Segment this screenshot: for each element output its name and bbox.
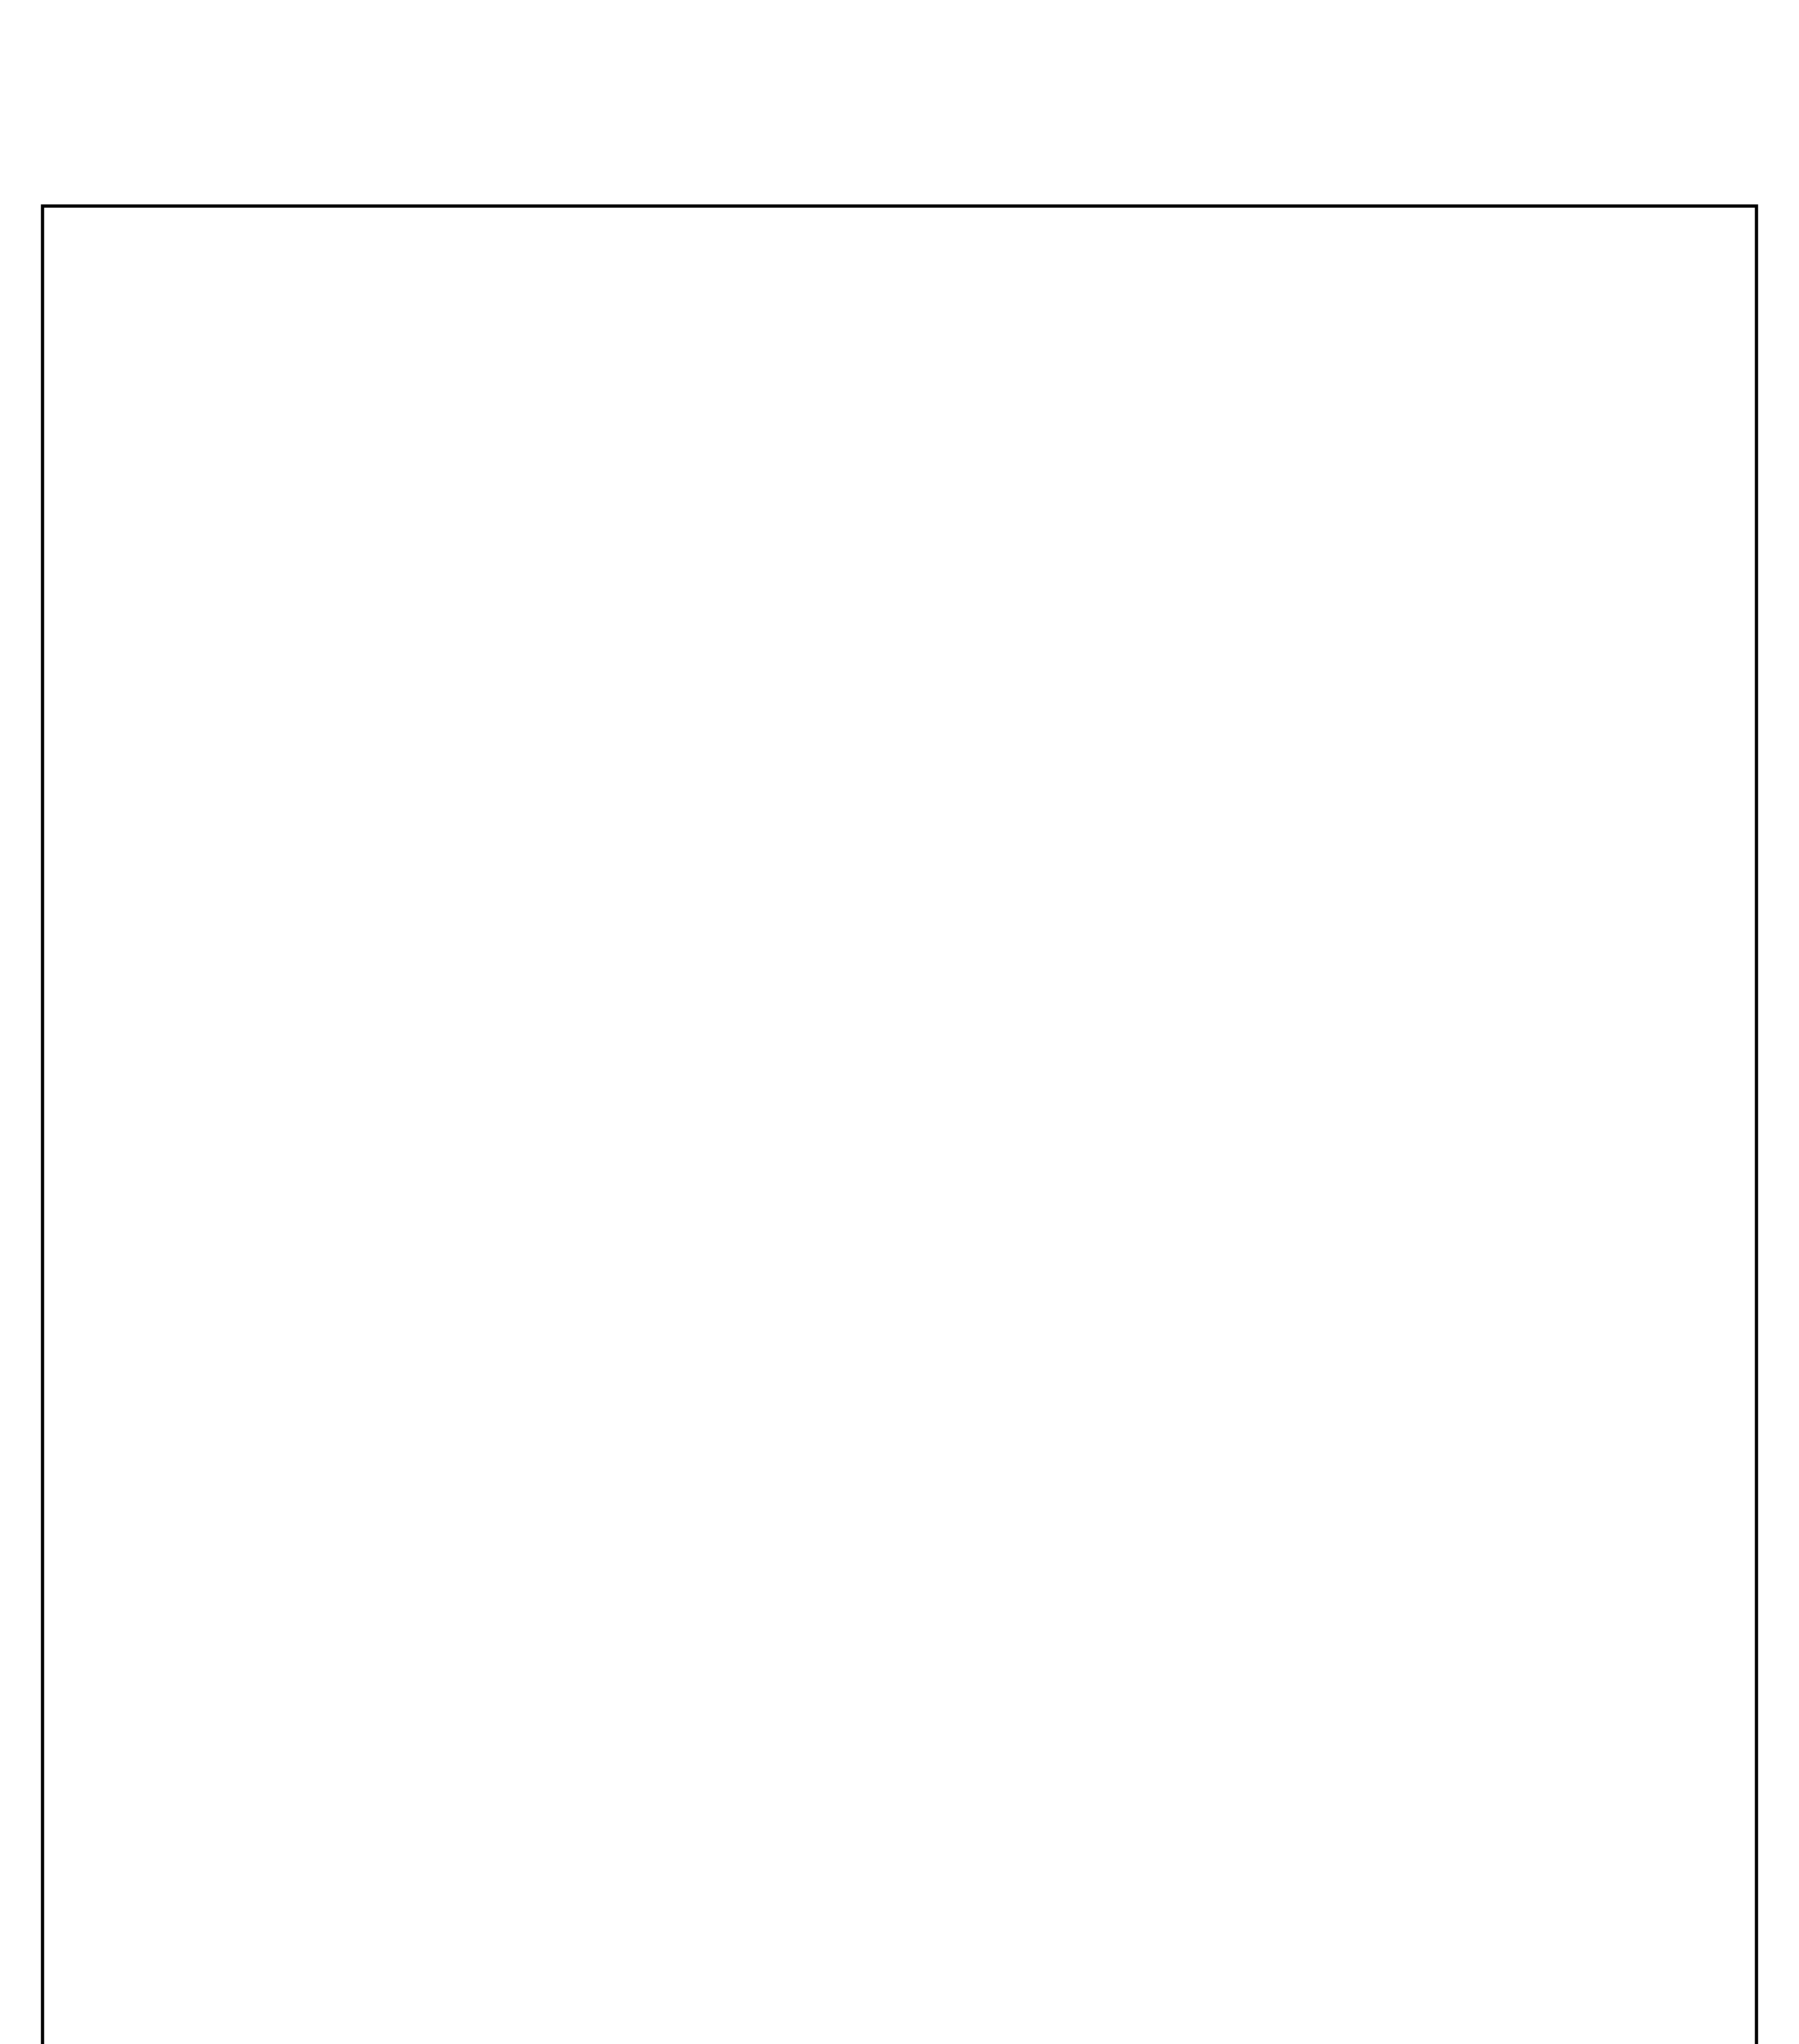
sheet-border xyxy=(41,204,1758,2044)
